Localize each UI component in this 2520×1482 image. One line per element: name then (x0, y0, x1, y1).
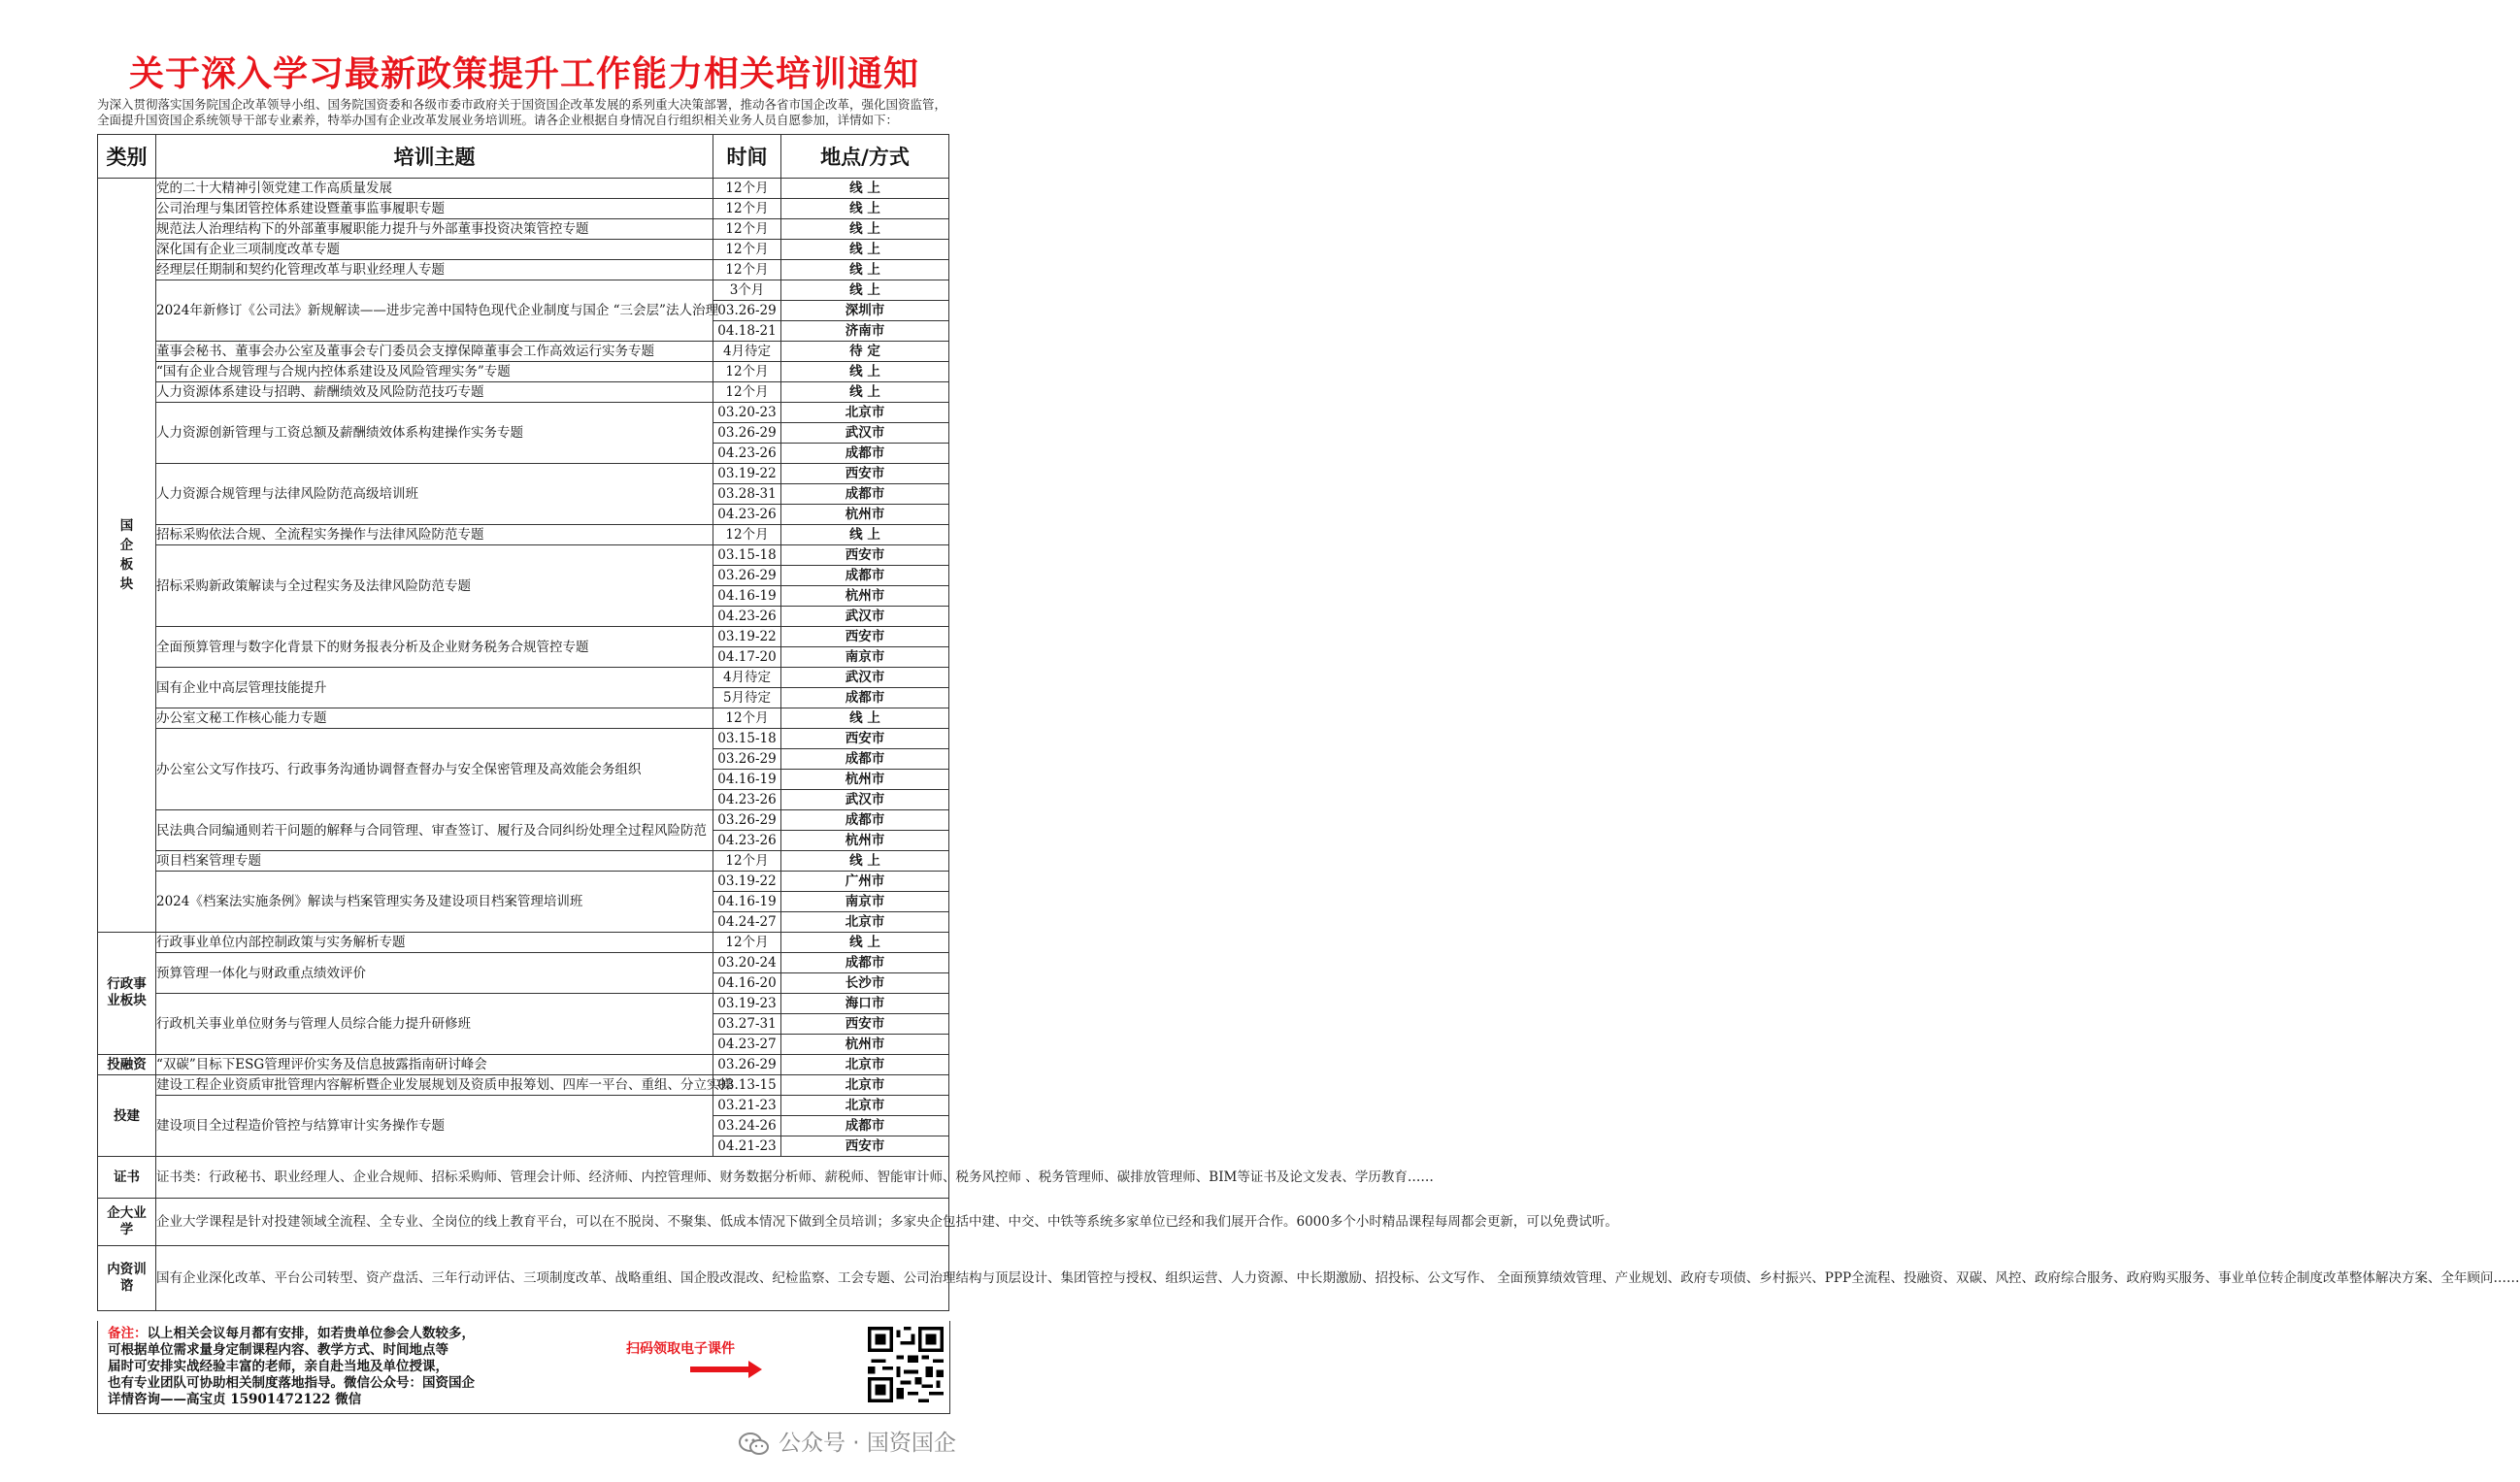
table-row (98, 872, 949, 892)
location-cell: 线 上 (781, 525, 949, 545)
table-row (98, 851, 949, 872)
table-row (98, 1055, 949, 1075)
location-cell: 西安市 (781, 545, 949, 566)
location-cell: 深圳市 (781, 301, 949, 321)
topic-cell: 国有企业中高层管理技能提升 (156, 668, 713, 708)
scan-label: 扫码领取电子课件 (626, 1341, 735, 1357)
qr-code-icon[interactable] (868, 1327, 944, 1402)
time-cell: 03.26-29 (713, 1055, 781, 1075)
location-cell: 线 上 (781, 708, 949, 729)
location-cell: 武汉市 (781, 790, 949, 810)
time-cell: 04.16-19 (713, 586, 781, 607)
location-cell: 北京市 (781, 403, 949, 423)
location-cell: 成都市 (781, 444, 949, 464)
location-cell: 武汉市 (781, 668, 949, 688)
table-row (98, 260, 949, 280)
topic-cell: 行政机关事业单位财务与管理人员综合能力提升研修班 (156, 994, 713, 1055)
table-row (98, 464, 949, 484)
description-row (98, 1157, 949, 1199)
location-cell: 南京市 (781, 647, 949, 668)
topic-cell: 深化国有企业三项制度改革专题 (156, 240, 713, 260)
time-cell: 04.23-26 (713, 790, 781, 810)
time-cell: 03.26-29 (713, 749, 781, 770)
description-row (98, 1246, 949, 1311)
table-row (98, 933, 949, 953)
time-cell: 12个月 (713, 525, 781, 545)
time-cell: 03.13-15 (713, 1075, 781, 1096)
location-cell: 杭州市 (781, 505, 949, 525)
note-line: 也有专业团队可协助相关制度落地指导。微信公众号：国资国企 (108, 1375, 475, 1391)
footer-text: 公众号 · 国资国企 (779, 1431, 956, 1456)
time-cell: 12个月 (713, 933, 781, 953)
location-cell: 北京市 (781, 1075, 949, 1096)
table-body (98, 179, 2520, 1311)
table-row (98, 403, 949, 423)
location-cell: 线 上 (781, 260, 949, 280)
location-cell: 济南市 (781, 321, 949, 342)
location-cell: 线 上 (781, 382, 949, 403)
table-row (98, 382, 949, 403)
time-cell: 03.26-29 (713, 810, 781, 831)
table-row (98, 219, 949, 240)
time-cell: 03.21-23 (713, 1096, 781, 1116)
location-cell: 杭州市 (781, 831, 949, 851)
topic-cell: 建设工程企业资质审批管理内容解析暨企业发展规划及资质申报筹划、四库一平台、重组、分立实操 (156, 1075, 713, 1096)
footer-watermark (738, 1425, 956, 1457)
cert-description: 证书类：行政秘书、职业经理人、企业合规师、招标采购师、管理会计师、经济师、内控管理师、财务数据分析师、薪税师、智能审计师、税务风控师 、税务管理师、碳排放管理师、BIM等证书及论文发表、学历教育…… (156, 1157, 949, 1199)
time-cell: 12个月 (713, 851, 781, 872)
location-cell: 西安市 (781, 464, 949, 484)
table-row (98, 953, 949, 973)
training-table (97, 134, 2520, 1311)
location-cell: 成都市 (781, 749, 949, 770)
topic-cell: “国有企业合规管理与合规内控体系建设及风险管理实务”专题 (156, 362, 713, 382)
time-cell: 04.16-20 (713, 973, 781, 994)
topic-cell: 项目档案管理专题 (156, 851, 713, 872)
table-row (98, 668, 949, 688)
note-text (108, 1326, 535, 1408)
topic-cell: 预算管理一体化与财政重点绩效评价 (156, 953, 713, 994)
table-row (98, 362, 949, 382)
table-row (98, 525, 949, 545)
arrow-right-icon (690, 1367, 750, 1372)
time-cell: 04.23-26 (713, 607, 781, 627)
consult-description: 国有企业深化改革、平台公司转型、资产盘活、三年行动评估、三项制度改革、战略重组、国企股改混改、纪检监察、工会专题、公司治理结构与顶层设计、集团管控与授权、组织运营、人力资源、中长期激励、招投标、公文写作、 全面预算绩效管理、产业规划、政府专项债、乡村振兴、PPP全流程、投融资、双碳、风控、政府综合服务、政府购买服务、事业单位转企制度改革整体解决方案、全年顾问…… (156, 1246, 949, 1311)
table-row (98, 708, 949, 729)
time-cell: 04.23-27 (713, 1035, 781, 1055)
topic-cell: 招标采购依法合规、全流程实务操作与法律风险防范专题 (156, 525, 713, 545)
time-cell: 03.20-24 (713, 953, 781, 973)
time-cell: 03.19-22 (713, 464, 781, 484)
category-label: 行政事业板块 (107, 976, 147, 1008)
category-label: 内资训谘 (107, 1261, 147, 1294)
time-cell: 03.24-26 (713, 1116, 781, 1136)
time-cell: 4月待定 (713, 342, 781, 362)
header-time: 时间 (713, 135, 781, 179)
time-cell: 04.23-26 (713, 505, 781, 525)
topic-cell: “双碳”目标下ESG管理评价实务及信息披露指南研讨峰会 (156, 1055, 713, 1075)
topic-cell: 人力资源体系建设与招聘、薪酬绩效及风险防范技巧专题 (156, 382, 713, 403)
category-cell (98, 1157, 156, 1199)
time-cell: 12个月 (713, 219, 781, 240)
topic-cell: 行政事业单位内部控制政策与实务解析专题 (156, 933, 713, 953)
table-row (98, 1075, 949, 1096)
topic-cell: 2024《档案法实施条例》解读与档案管理实务及建设项目档案管理培训班 (156, 872, 713, 933)
time-cell: 03.26-29 (713, 301, 781, 321)
time-cell: 4月待定 (713, 668, 781, 688)
location-cell: 线 上 (781, 199, 949, 219)
time-cell: 03.27-31 (713, 1014, 781, 1035)
time-cell: 04.24-27 (713, 912, 781, 933)
topic-cell: 董事会秘书、董事会办公室及董事会专门委员会支撑保障董事会工作高效运行实务专题 (156, 342, 713, 362)
location-cell: 长沙市 (781, 973, 949, 994)
topic-cell: 人力资源合规管理与法律风险防范高级培训班 (156, 464, 713, 525)
header-category: 类别 (98, 135, 156, 179)
topic-cell: 公司治理与集团管控体系建设暨董事监事履职专题 (156, 199, 713, 219)
location-cell: 线 上 (781, 179, 949, 199)
category-cell (98, 179, 156, 933)
time-cell: 03.20-23 (713, 403, 781, 423)
location-cell: 杭州市 (781, 770, 949, 790)
time-cell: 04.16-19 (713, 892, 781, 912)
location-cell: 成都市 (781, 953, 949, 973)
intro-text: 为深入贯彻落实国务院国企改革领导小组、国务院国资委和各级市委市政府关于国资国企改革发展的系列重大决策部署，推动各省市国企改革，强化国资监管，全面提升国资国企系统领导干部专业素养，特举办国有企业改革发展业务培训班。请各企业根据自身情况自行组织相关业务人员自愿参加，详情如下： (97, 97, 947, 127)
note-label: 备注： (108, 1326, 148, 1341)
time-cell: 04.23-26 (713, 831, 781, 851)
category-label: 国企板块 (119, 518, 134, 592)
topic-cell: 全面预算管理与数字化背景下的财务报表分析及企业财务税务合规管控专题 (156, 627, 713, 668)
table-row (98, 179, 949, 199)
location-cell: 北京市 (781, 912, 949, 933)
topic-cell: 办公室公文写作技巧、行政事务沟通协调督查督办与安全保密管理及高效能会务组织 (156, 729, 713, 810)
location-cell: 西安市 (781, 1136, 949, 1157)
time-cell: 03.19-22 (713, 872, 781, 892)
location-cell: 成都市 (781, 810, 949, 831)
time-cell: 12个月 (713, 362, 781, 382)
category-cell (98, 1055, 156, 1075)
topic-cell: 办公室文秘工作核心能力专题 (156, 708, 713, 729)
location-cell: 南京市 (781, 892, 949, 912)
time-cell: 12个月 (713, 382, 781, 403)
note-line: 以上相关会议每月都有安排，如若贵单位参会人数较多， (147, 1326, 475, 1341)
location-cell: 成都市 (781, 688, 949, 708)
time-cell: 12个月 (713, 179, 781, 199)
note-box (97, 1321, 950, 1414)
topic-cell: 建设项目全过程造价管控与结算审计实务操作专题 (156, 1096, 713, 1157)
time-cell: 04.16-19 (713, 770, 781, 790)
location-cell: 成都市 (781, 484, 949, 505)
category-cell (98, 1075, 156, 1157)
topic-cell: 党的二十大精神引领党建工作高质量发展 (156, 179, 713, 199)
location-cell: 武汉市 (781, 607, 949, 627)
location-cell: 线 上 (781, 362, 949, 382)
time-cell: 04.23-26 (713, 444, 781, 464)
time-cell: 03.15-18 (713, 729, 781, 749)
category-cell (98, 933, 156, 1055)
location-cell: 成都市 (781, 566, 949, 586)
category-label: 证书 (114, 1169, 140, 1185)
topic-cell: 招标采购新政策解读与全过程实务及法律风险防范专题 (156, 545, 713, 627)
location-cell: 西安市 (781, 729, 949, 749)
category-cell (98, 1246, 156, 1311)
location-cell: 成都市 (781, 1116, 949, 1136)
topic-cell: 人力资源创新管理与工资总额及薪酬绩效体系构建操作实务专题 (156, 403, 713, 464)
time-cell: 04.17-20 (713, 647, 781, 668)
university-description: 企业大学课程是针对投建领域全流程、全专业、全岗位的线上教育平台，可以在不脱岗、不聚集、低成本情况下做到全员培训；多家央企包括中建、中交、中铁等系统多家单位已经和我们展开合作。6000多个小时精品课程每周都会更新，可以免费试听。 (156, 1199, 949, 1246)
topic-cell: 经理层任期制和契约化管理改革与职业经理人专题 (156, 260, 713, 280)
topic-cell: 规范法人治理结构下的外部董事履职能力提升与外部董事投资决策管控专题 (156, 219, 713, 240)
location-cell: 待 定 (781, 342, 949, 362)
wechat-icon (738, 1432, 771, 1457)
note-line: 可根据单位需求量身定制课程内容、教学方式、时间地点等 (108, 1342, 448, 1358)
location-cell: 西安市 (781, 627, 949, 647)
time-cell: 03.26-29 (713, 566, 781, 586)
note-line: 详情咨询——高宝贞 15901472122 微信 (108, 1392, 362, 1407)
table-row (98, 627, 949, 647)
table-row (98, 342, 949, 362)
location-cell: 北京市 (781, 1055, 949, 1075)
time-cell: 04.18-21 (713, 321, 781, 342)
category-cell (98, 1199, 156, 1246)
table-row (98, 810, 949, 831)
location-cell: 武汉市 (781, 423, 949, 444)
table-row (98, 994, 949, 1014)
location-cell: 线 上 (781, 219, 949, 240)
time-cell: 03.28-31 (713, 484, 781, 505)
description-row (98, 1199, 949, 1246)
time-cell: 12个月 (713, 240, 781, 260)
time-cell: 5月待定 (713, 688, 781, 708)
time-cell: 04.21-23 (713, 1136, 781, 1157)
table-row (98, 280, 949, 301)
location-cell: 杭州市 (781, 586, 949, 607)
header-location: 地点/方式 (781, 135, 949, 179)
time-cell: 12个月 (713, 708, 781, 729)
time-cell: 03.15-18 (713, 545, 781, 566)
category-label: 投融资 (107, 1057, 147, 1072)
table-row (98, 729, 949, 749)
table-row (98, 199, 949, 219)
location-cell: 线 上 (781, 851, 949, 872)
topic-cell: 民法典合同编通则若干问题的解释与合同管理、审查签订、履行及合同纠纷处理全过程风险防范 (156, 810, 713, 851)
location-cell: 北京市 (781, 1096, 949, 1116)
location-cell: 广州市 (781, 872, 949, 892)
table-row (98, 240, 949, 260)
table-header-row (98, 135, 949, 179)
time-cell: 12个月 (713, 199, 781, 219)
topic-cell: 2024年新修订《公司法》新规解读——进步完善中国特色现代企业制度与国企 “三会层”法人治理 (156, 280, 713, 342)
time-cell: 03.26-29 (713, 423, 781, 444)
table-row (98, 545, 949, 566)
location-cell: 杭州市 (781, 1035, 949, 1055)
table-row (98, 1096, 949, 1116)
location-cell: 线 上 (781, 933, 949, 953)
location-cell: 海口市 (781, 994, 949, 1014)
page-title: 关于深入学习最新政策提升工作能力相关培训通知 (128, 53, 919, 94)
time-cell: 03.19-22 (713, 627, 781, 647)
location-cell: 线 上 (781, 280, 949, 301)
location-cell: 西安市 (781, 1014, 949, 1035)
time-cell: 03.19-23 (713, 994, 781, 1014)
header-topic: 培训主题 (156, 135, 713, 179)
category-label: 企大业学 (107, 1204, 147, 1237)
time-cell: 12个月 (713, 260, 781, 280)
category-label: 投建 (114, 1107, 140, 1124)
note-line: 届时可安排实战经验丰富的老师，亲自赴当地及单位授课， (108, 1359, 448, 1374)
time-cell: 3个月 (713, 280, 781, 301)
location-cell: 线 上 (781, 240, 949, 260)
